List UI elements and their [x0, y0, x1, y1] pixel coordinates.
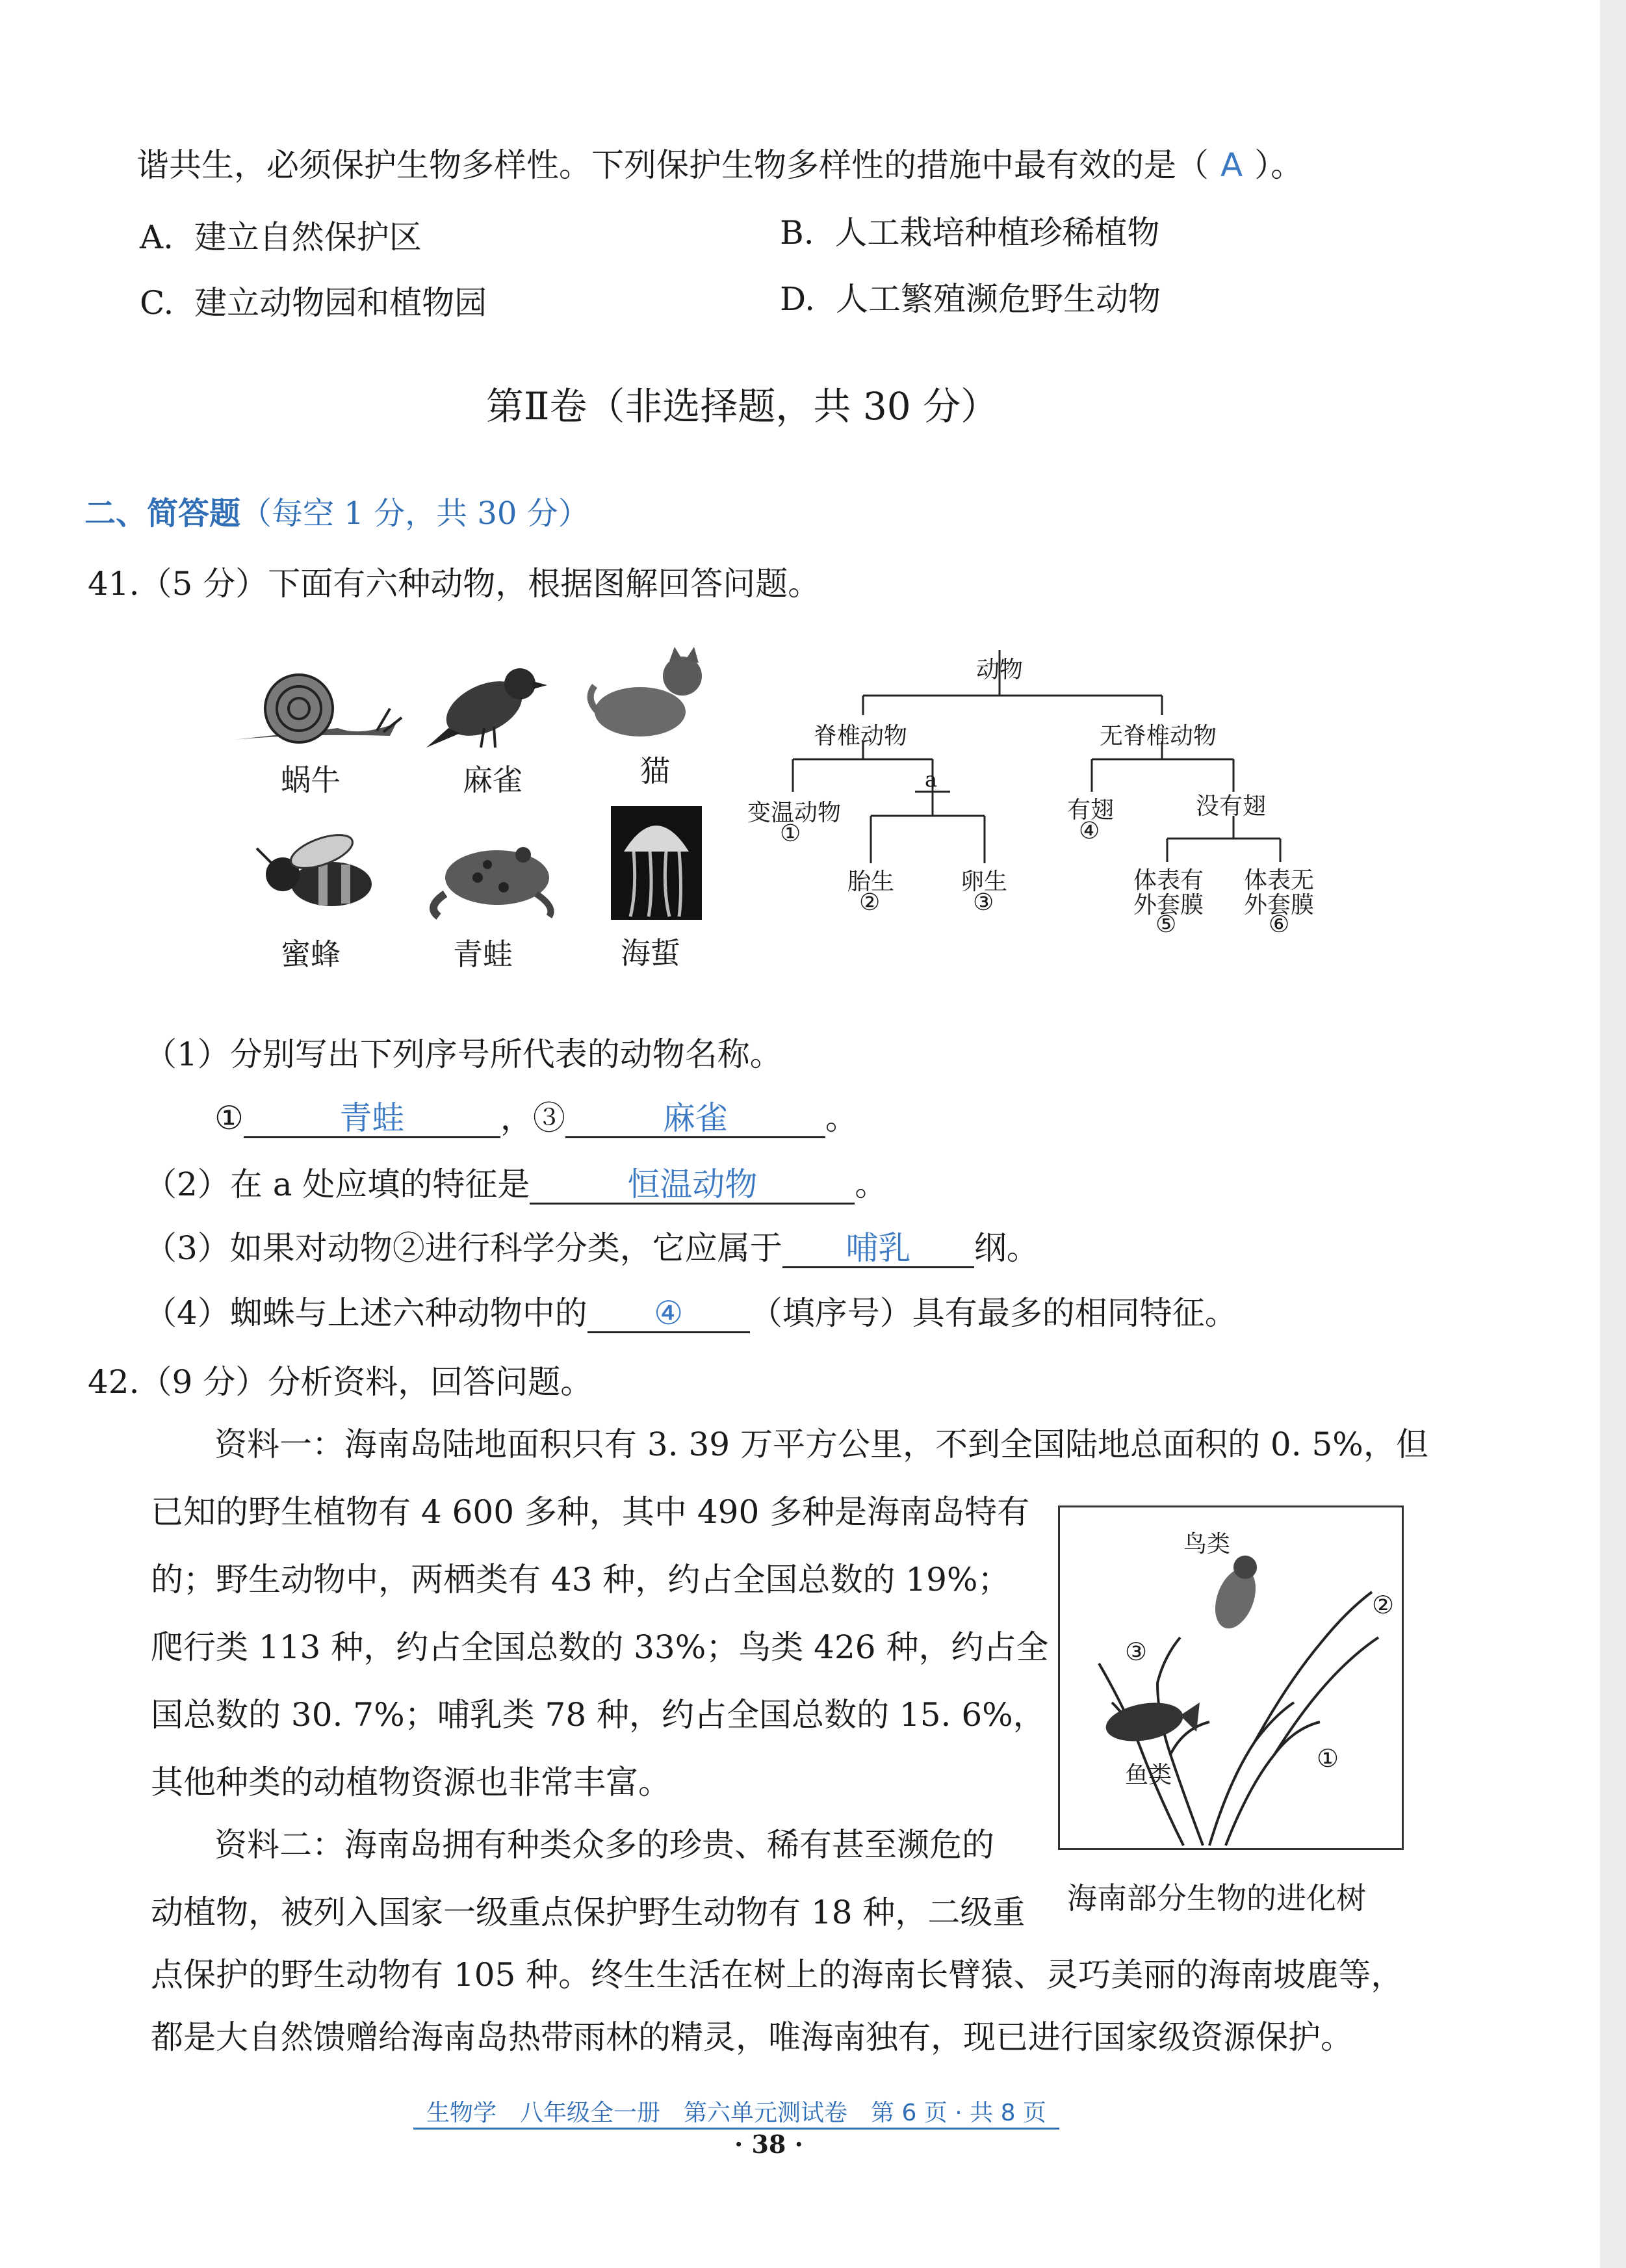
- q41-sub4: （4）蜘蛛与上述六种动物中的 ④ （填序号）具有最多的相同特征。: [144, 1294, 1237, 1332]
- material2-line-2: 动植物，被列入国家一级重点保护野生动物有 18 种，二级重: [151, 1894, 1026, 1931]
- tree-cold-blooded: 变温动物: [747, 800, 842, 826]
- answer-spider: ④: [654, 1294, 684, 1332]
- q40-option-d: D. 人工繁殖濒危野生动物: [780, 280, 1161, 318]
- q41-sub2: （2）在 a 处应填的特征是 恒温动物 。: [144, 1166, 888, 1203]
- q42-stem: 42.（9 分）分析资料，回答问题。: [88, 1363, 593, 1401]
- tree-shell-yes-1: 体表有: [1133, 867, 1204, 894]
- footer-info: 生物学 八年级全一册 第六单元测试卷 第 6 页 · 共 8 页: [413, 2094, 1059, 2130]
- material1-line-2: 已知的野生植物有 4 600 多种，其中 490 多种是海南岛特有: [151, 1493, 1030, 1531]
- snail-image: [227, 663, 403, 754]
- evolution-tree-caption: 海南部分生物的进化树: [1067, 1881, 1366, 1916]
- tree-number-2: ②: [859, 889, 881, 916]
- tree-shell-yes-2: 外套膜: [1133, 892, 1204, 919]
- q40-option-c: C. 建立动物园和植物园: [140, 284, 487, 322]
- answer-3: 麻雀: [662, 1099, 728, 1137]
- q41-sub1: （1）分别写出下列序号所代表的动物名称。: [144, 1036, 782, 1073]
- frog-image: [426, 829, 562, 920]
- evo-number-1: ①: [1317, 1744, 1339, 1773]
- sparrow-image: [422, 657, 552, 754]
- evo-number-3: ③: [1125, 1637, 1148, 1666]
- animal-label-frog: 青蛙: [453, 937, 513, 972]
- tree-winged: 有翅: [1067, 797, 1115, 824]
- animal-label-cat: 猫: [640, 753, 670, 789]
- cat-image: [585, 647, 715, 744]
- section-title: 第Ⅱ卷（非选择题，共 30 分）: [486, 384, 999, 428]
- tree-oviparous: 卵生: [961, 868, 1008, 895]
- material2-line-4: 都是大自然馈赠给海南岛热带雨林的精灵，唯海南独有，现已进行国家级资源保护。: [151, 2018, 1353, 2056]
- animal-label-sparrow: 麻雀: [463, 763, 523, 798]
- page-number: · 38 ·: [734, 2130, 803, 2159]
- q40-stem: 谐共生，必须保护生物多样性。下列保护生物多样性的措施中最有效的是（ A ）。: [136, 146, 1304, 184]
- tree-placental: 胎生: [847, 868, 895, 895]
- evo-number-2: ②: [1372, 1591, 1395, 1619]
- tree-number-1: ①: [780, 820, 801, 847]
- tree-shell-no-2: 外套膜: [1244, 892, 1315, 919]
- material1-line-3: 的；野生动物中，两栖类有 43 种，约占全国总数的 19%；: [151, 1561, 1011, 1598]
- bird-label: 鸟类: [1183, 1531, 1231, 1558]
- material2-line-1: 资料二：海南岛拥有种类众多的珍贵、稀有甚至濒危的: [214, 1826, 994, 1864]
- part-heading: 二、简答题（每空 1 分，共 30 分）: [84, 495, 589, 532]
- q40-option-a: A. 建立自然保护区: [140, 218, 422, 256]
- page-edge-shadow: [1600, 0, 1626, 2268]
- animal-label-bee: 蜜蜂: [281, 937, 341, 972]
- jellyfish-image: [611, 806, 702, 920]
- answer-class: 哺乳: [845, 1229, 911, 1267]
- material1-line-6: 其他种类的动植物资源也非常丰富。: [151, 1764, 671, 1801]
- answer-1: 青蛙: [339, 1099, 405, 1137]
- tree-wingless: 没有翅: [1196, 793, 1267, 820]
- tree-invertebrate: 无脊椎动物: [1100, 723, 1217, 749]
- tree-shell-no-1: 体表无: [1244, 867, 1315, 894]
- classification-tree: [741, 650, 1339, 949]
- tree-number-6: ⑥: [1269, 911, 1290, 938]
- fish-label: 鱼类: [1125, 1762, 1172, 1788]
- evolution-tree-figure: [1058, 1505, 1404, 1850]
- q40-answer: A: [1220, 146, 1243, 184]
- material1-line-1: 资料一：海南岛陆地面积只有 3. 39 万平方公里，不到全国陆地总面积的 0. 5%，但: [214, 1426, 1428, 1463]
- q41-stem: 41.（5 分）下面有六种动物，根据图解回答问题。: [88, 565, 821, 603]
- tree-number-3: ③: [973, 889, 994, 916]
- animal-label-jellyfish: 海蜇: [621, 935, 680, 971]
- q40-option-b: B. 人工栽培种植珍稀植物: [780, 214, 1160, 252]
- bee-image: [250, 829, 380, 920]
- tree-number-4: ④: [1079, 818, 1100, 844]
- tree-blank-a: a: [925, 767, 938, 792]
- tree-root: 动物: [976, 657, 1024, 683]
- animal-label-snail: 蜗牛: [281, 763, 341, 798]
- tree-number-5: ⑤: [1155, 911, 1177, 938]
- material1-line-4: 爬行类 113 种，约占全国总数的 33%；鸟类 426 种，约占全: [151, 1628, 1049, 1666]
- material2-line-3: 点保护的野生动物有 105 种。终生生活在树上的海南长臂猿、灵巧美丽的海南坡鹿等，: [151, 1956, 1404, 1994]
- q41-sub3: （3）如果对动物②进行科学分类，它应属于 哺乳 纲。: [144, 1229, 1039, 1267]
- answer-a: 恒温动物: [627, 1166, 758, 1203]
- tree-vertebrate: 脊椎动物: [814, 723, 908, 749]
- material1-line-5: 国总数的 30. 7%；哺乳类 78 种，约占全国总数的 15. 6%，: [151, 1696, 1046, 1734]
- q41-sub1-blanks: ① 青蛙 ，③ 麻雀 。: [214, 1099, 858, 1137]
